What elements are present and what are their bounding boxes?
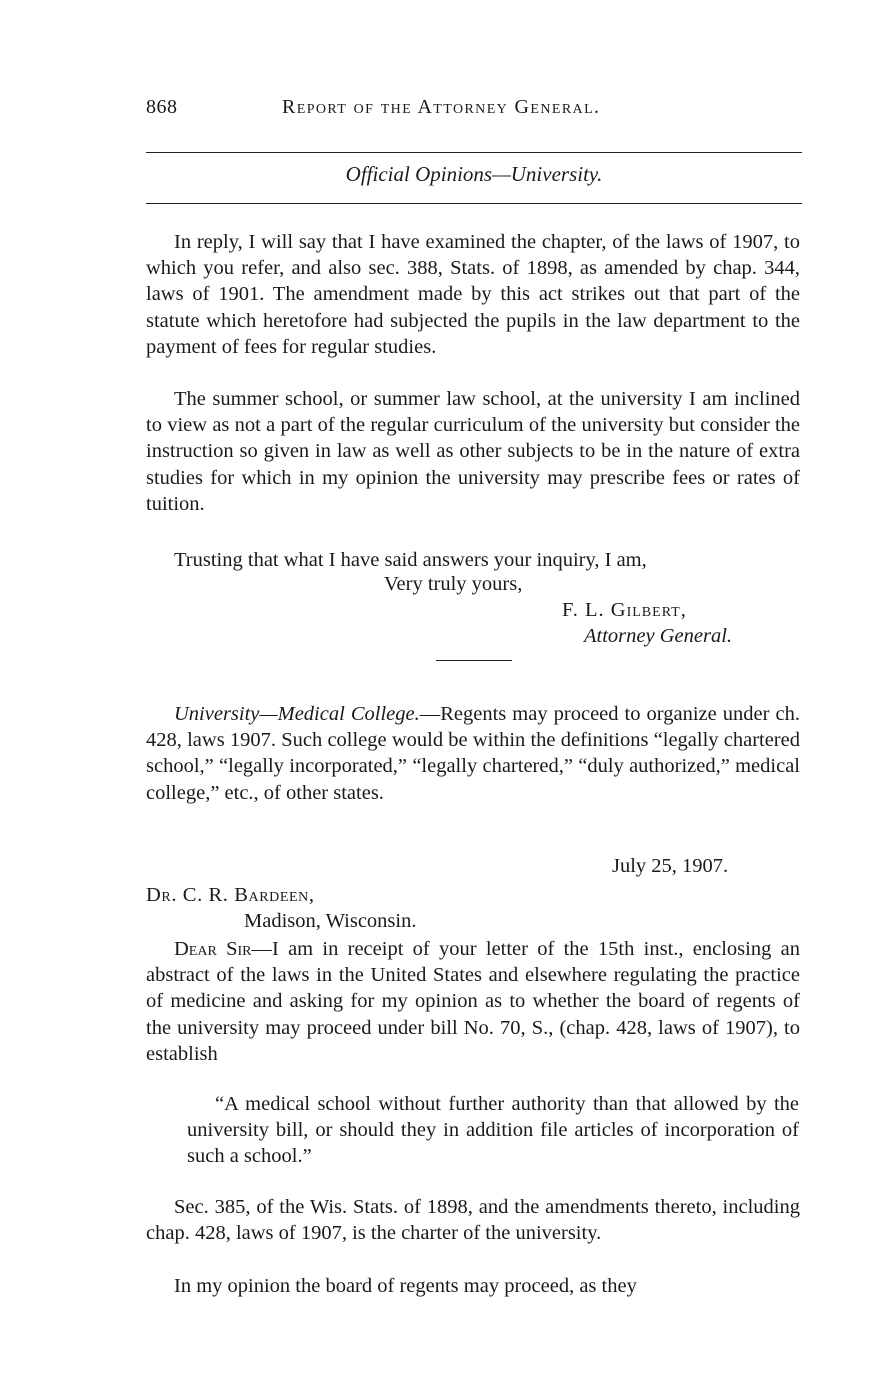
page-number: 868 (146, 96, 178, 118)
paragraph-final: In my opinion the board of regents may proceed, as they (174, 1275, 637, 1297)
header-rule-bottom (146, 203, 802, 204)
letter-address: Madison, Wisconsin. (244, 910, 417, 932)
letter-addressee: Dr. C. R. Bardeen, (146, 884, 315, 906)
running-title: Report of the Attorney General. (282, 96, 601, 118)
complimentary-close: Very truly yours, (384, 573, 523, 595)
block-quote: “A medical school without further authority than that allowed by the university bill, or should they in addition file articles of incorporation of such a school.” (187, 1093, 799, 1168)
section-heading: Official Opinions—University. (345, 162, 603, 186)
signature-title: Attorney General. (584, 625, 733, 647)
syllabus-text: —Regents may proceed to organize under ch. 428, laws 1907. Such college would be within the definitions “legally chartered school,” “legally incorporated,” “legally chartered,” “duly authorized,” medical college,” etc., of other states. (146, 703, 800, 804)
letter-body-paragraph (146, 936, 800, 1067)
paragraph-summer-school: The summer school, or summer law school, at the university I am inclined to view as not a part of the regular curriculum of the university but consider the instruction so given in law as well as other subjects to be in the nature of extra studies for which in my opinion the university may prescribe fees or rates of tuition. (146, 388, 800, 515)
paragraph-trusting: Trusting that what I have said answers your inquiry, I am, (174, 549, 647, 571)
page-header (146, 96, 806, 128)
letter-date: July 25, 1907. (612, 855, 729, 877)
syllabus-lead: University—Medical College. (174, 703, 420, 725)
section-divider (436, 660, 512, 661)
paragraph-reply: In reply, I will say that I have examined the chapter, of the laws of 1907, to which you refer, and also sec. 388, Stats. of 1898, as amended by chap. 344, laws of 1901. The amendment made by this act strikes out that part of the statute which heretofore had subjected the pupils in the law department to the payment of fees for regular studies. (146, 231, 800, 358)
paragraph-charter: Sec. 385, of the Wis. Stats. of 1898, and the amendments thereto, including chap. 428, laws of 1907, is the charter of the university. (146, 1196, 800, 1245)
letter-body: —I am in receipt of your letter of the 15th inst., enclosing an abstract of the laws in the United States and elsewhere regulating the practice of medicine and asking for my opinion as to whether the board of regents of the university may proceed under bill No. 70, S., (chap. 428, laws of 1907), to establish (146, 938, 800, 1065)
syllabus-paragraph (146, 701, 800, 806)
signature-name: F. L. Gilbert, (562, 599, 687, 621)
letter-salutation: Dear Sir (174, 938, 252, 960)
header-rule-top (146, 152, 802, 153)
